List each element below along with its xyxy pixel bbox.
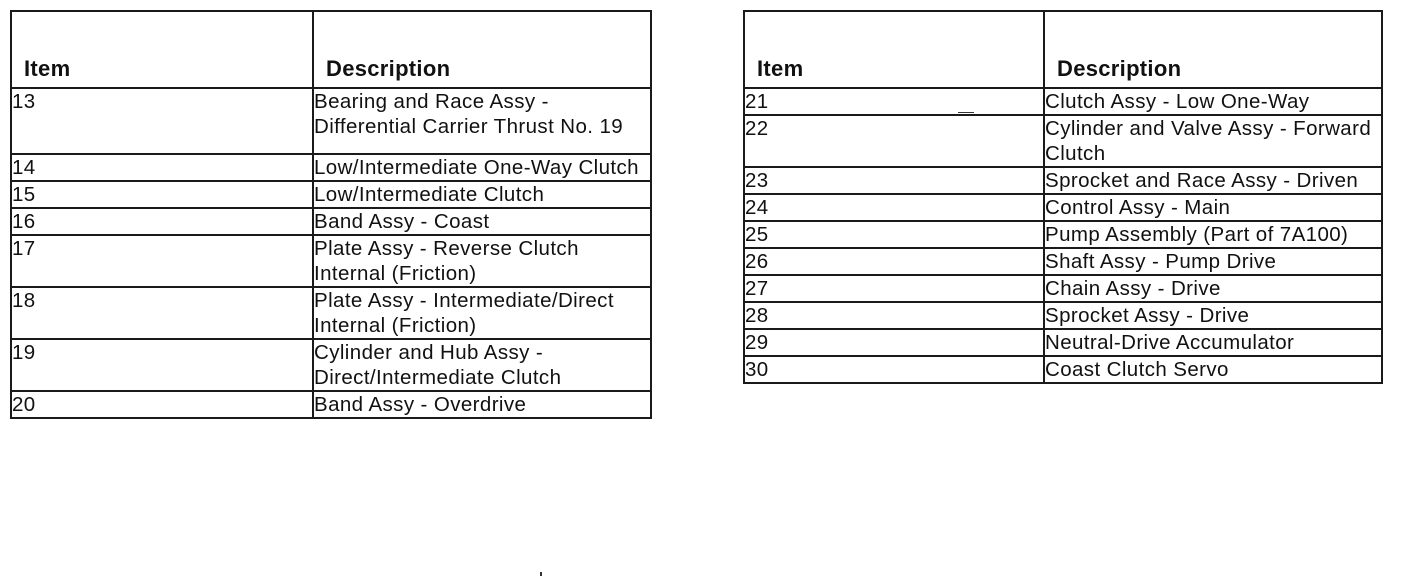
- item-number: 24: [744, 194, 1044, 221]
- item-number: 15: [11, 181, 313, 208]
- item-description: Shaft Assy - Pump Drive: [1044, 248, 1382, 275]
- item-description: Clutch Assy - Low One-Way: [1044, 88, 1382, 115]
- item-number: 19: [11, 339, 313, 391]
- table-row: [744, 329, 1382, 356]
- table-header-row: [11, 11, 651, 88]
- table-row: [744, 88, 1382, 115]
- item-number: 23: [744, 167, 1044, 194]
- table-header-row: [744, 11, 1382, 88]
- item-description: Sprocket Assy - Drive: [1044, 302, 1382, 329]
- item-number: 14: [11, 154, 313, 181]
- item-description: Band Assy - Coast: [313, 208, 651, 235]
- table-row: [11, 391, 651, 418]
- item-description: Sprocket and Race Assy - Driven: [1044, 167, 1382, 194]
- item-description: Bearing and Race Assy - Differential Carrier Thrust No. 19: [313, 88, 651, 154]
- scan-speck: [540, 572, 542, 576]
- table-row: [744, 356, 1382, 383]
- scan-speck: [958, 112, 974, 113]
- item-number: 16: [11, 208, 313, 235]
- item-description: Coast Clutch Servo: [1044, 356, 1382, 383]
- table-row: [744, 115, 1382, 167]
- table-row: [11, 287, 651, 339]
- table-row: [744, 194, 1382, 221]
- column-header-description: Description: [1044, 11, 1382, 88]
- item-description: Plate Assy - Reverse Clutch Internal (Friction): [313, 235, 651, 287]
- item-description: Low/Intermediate Clutch: [313, 181, 651, 208]
- item-number: 29: [744, 329, 1044, 356]
- item-number: 18: [11, 287, 313, 339]
- table-row: [744, 248, 1382, 275]
- table-row: [11, 339, 651, 391]
- item-number: 21: [744, 88, 1044, 115]
- table-row: [11, 208, 651, 235]
- item-number: 13: [11, 88, 313, 154]
- item-number: 30: [744, 356, 1044, 383]
- table-row: [744, 302, 1382, 329]
- item-number: 28: [744, 302, 1044, 329]
- table-row: [11, 154, 651, 181]
- item-description: Neutral-Drive Accumulator: [1044, 329, 1382, 356]
- item-number: 20: [11, 391, 313, 418]
- table-row: [744, 275, 1382, 302]
- item-number: 25: [744, 221, 1044, 248]
- item-description: Cylinder and Valve Assy - Forward Clutch: [1044, 115, 1382, 167]
- item-number: 27: [744, 275, 1044, 302]
- table-row: [11, 88, 651, 154]
- item-number: 26: [744, 248, 1044, 275]
- item-description: Band Assy - Overdrive: [313, 391, 651, 418]
- item-description: Control Assy - Main: [1044, 194, 1382, 221]
- item-description: Pump Assembly (Part of 7A100): [1044, 221, 1382, 248]
- parts-table-right: [743, 10, 1383, 384]
- item-number: 22: [744, 115, 1044, 167]
- item-description: Cylinder and Hub Assy - Direct/Intermediate Clutch: [313, 339, 651, 391]
- table-row: [11, 181, 651, 208]
- item-description: Chain Assy - Drive: [1044, 275, 1382, 302]
- item-description: Plate Assy - Intermediate/Direct Internal (Friction): [313, 287, 651, 339]
- column-header-description: Description: [313, 11, 651, 88]
- column-header-item: Item: [11, 11, 313, 88]
- table-row: [744, 167, 1382, 194]
- parts-table-left: [10, 10, 652, 419]
- item-description: Low/Intermediate One-Way Clutch: [313, 154, 651, 181]
- table-row: [744, 221, 1382, 248]
- table-row: [11, 235, 651, 287]
- item-number: 17: [11, 235, 313, 287]
- column-header-item: Item: [744, 11, 1044, 88]
